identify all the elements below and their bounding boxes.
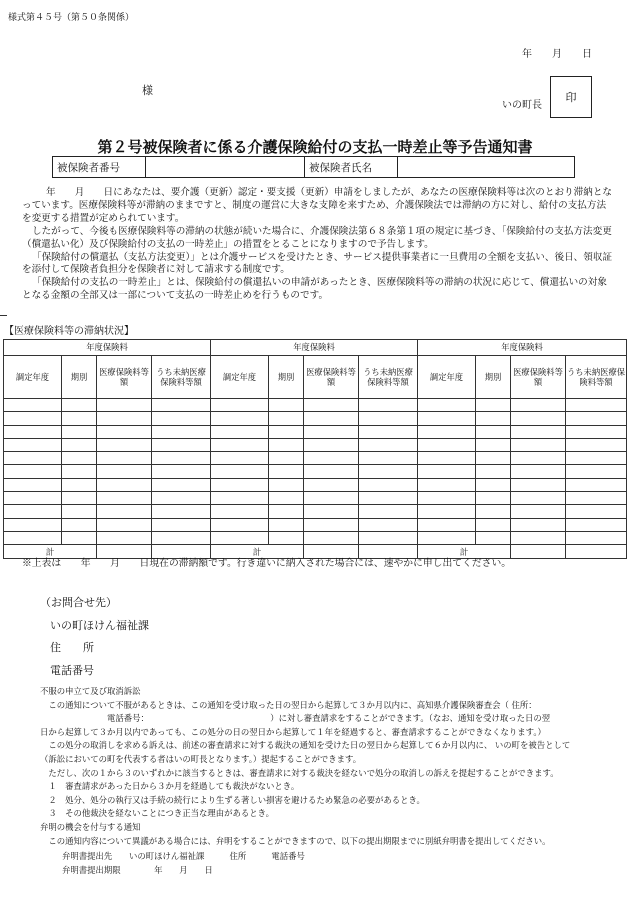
arrears-cell: [97, 465, 152, 478]
arrears-cell: [304, 465, 359, 478]
arrears-cell: [476, 465, 511, 478]
arrears-cell: [97, 452, 152, 465]
arrears-cell: [359, 412, 418, 425]
arrears-cell: [4, 399, 62, 412]
arrears-cell: [97, 478, 152, 491]
arrears-row: [4, 531, 627, 544]
appeal-line: （訴訟においての町を代表する者はいの町長となります。）提起することができます。: [40, 753, 362, 764]
notice-body: [22, 187, 614, 303]
total-label: 計: [4, 545, 97, 559]
arrears-cell: [269, 399, 304, 412]
col-premium-amount: 医療保険料等額: [97, 356, 152, 399]
issuer-name: いの町長: [502, 100, 542, 111]
arrears-cell: [476, 478, 511, 491]
arrears-cell: [4, 465, 62, 478]
col-assessment-year: 調定年度: [4, 356, 62, 399]
document-title: 第２号被保険者に係る介護保険給付の支払一時差止等予告通知書: [97, 138, 533, 156]
year-header-3: 年度保険料: [418, 340, 627, 356]
arrears-cell: [4, 505, 62, 518]
arrears-cell: [152, 478, 211, 491]
arrears-cell: [304, 478, 359, 491]
arrears-row: [4, 399, 627, 412]
arrears-cell: [418, 425, 476, 438]
arrears-cell: [4, 478, 62, 491]
arrears-cell: [269, 492, 304, 505]
arrears-cell: [359, 465, 418, 478]
arrears-cell: [269, 425, 304, 438]
arrears-cell: [511, 531, 566, 544]
arrears-cell: [97, 412, 152, 425]
arrears-cell: [269, 412, 304, 425]
arrears-cell: [511, 505, 566, 518]
arrears-cell: [211, 452, 269, 465]
arrears-cell: [152, 399, 211, 412]
arrears-cell: [62, 478, 97, 491]
arrears-cell: [62, 505, 97, 518]
arrears-cell: [511, 438, 566, 451]
arrears-cell: [152, 452, 211, 465]
arrears-cell: [566, 531, 627, 544]
arrears-cell: [418, 452, 476, 465]
arrears-cell: [211, 531, 269, 544]
arrears-cell: [304, 438, 359, 451]
arrears-cell: [476, 412, 511, 425]
arrears-cell: [566, 425, 627, 438]
appeal-line: ３ その他裁決を経ないことにつき正当な理由があるとき。: [40, 808, 274, 819]
arrears-cell: [304, 492, 359, 505]
arrears-cell: [418, 505, 476, 518]
arrears-row: [4, 518, 627, 531]
arrears-cell: [359, 452, 418, 465]
col-installment: 期別: [269, 356, 304, 399]
arrears-cell: [269, 531, 304, 544]
contact-address-label: 住 所: [50, 641, 94, 654]
insured-number-field[interactable]: [146, 157, 305, 178]
col-premium-amount: 医療保険料等額: [511, 356, 566, 399]
arrears-cell: [269, 505, 304, 518]
arrears-cell: [359, 505, 418, 518]
arrears-row: [4, 478, 627, 491]
arrears-cell: [566, 465, 627, 478]
arrears-cell: [97, 425, 152, 438]
arrears-cell: [211, 465, 269, 478]
arrears-cell: [476, 452, 511, 465]
arrears-cell: [476, 518, 511, 531]
arrears-cell: [418, 465, 476, 478]
arrears-cell: [152, 492, 211, 505]
arrears-cell: [152, 505, 211, 518]
arrears-row: [4, 505, 627, 518]
opinion-deadline: 弁明書提出期限 年 月 日: [62, 864, 213, 875]
contact-phone-label: 電話番号: [50, 663, 94, 677]
col-assessment-year: 調定年度: [418, 356, 476, 399]
insured-number-label: 被保険者番号: [53, 157, 146, 178]
arrears-cell: [476, 438, 511, 451]
arrears-cell: [97, 438, 152, 451]
arrears-cell: [62, 412, 97, 425]
margin-mark: [0, 315, 7, 316]
appeal-line: この通知について不服があるときは、この通知を受け取った日の翌日から起算して３か月以内に、高知県介護保険審査会（ 住所：: [40, 699, 537, 710]
arrears-cell: [211, 412, 269, 425]
arrears-cell: [97, 518, 152, 531]
contact-block: [40, 592, 149, 682]
arrears-cell: [359, 425, 418, 438]
arrears-cell: [418, 492, 476, 505]
arrears-row: [4, 425, 627, 438]
arrears-cell: [211, 478, 269, 491]
arrears-cell: [476, 492, 511, 505]
arrears-cell: [418, 412, 476, 425]
total-label: 計: [211, 545, 304, 559]
col-assessment-year: 調定年度: [211, 356, 269, 399]
arrears-cell: [211, 425, 269, 438]
arrears-cell: [97, 531, 152, 544]
opinion-heading: 弁明の機会を付与する通知: [40, 821, 141, 832]
arrears-cell: [511, 399, 566, 412]
arrears-cell: [97, 399, 152, 412]
arrears-cell: [211, 518, 269, 531]
arrears-cell: [269, 478, 304, 491]
col-unpaid-amount: うち未納医療保険料等額: [566, 356, 627, 399]
opinion-submit-to: 弁明書提出先 いの町ほけん福祉課 住所 電話番号: [62, 851, 305, 862]
arrears-cell: [359, 492, 418, 505]
identity-table: [52, 156, 575, 178]
arrears-cell: [566, 478, 627, 491]
arrears-cell: [511, 412, 566, 425]
arrears-rows: [4, 399, 627, 545]
arrears-cell: [566, 452, 627, 465]
appeal-section: [40, 685, 625, 877]
arrears-cell: [566, 438, 627, 451]
appeal-line: １ 審査請求があった日から３か月を経過しても裁決がないとき。: [40, 781, 300, 792]
arrears-cell: [511, 478, 566, 491]
arrears-cell: [152, 438, 211, 451]
arrears-cell: [566, 399, 627, 412]
arrears-cell: [511, 518, 566, 531]
arrears-cell: [269, 465, 304, 478]
arrears-cell: [304, 531, 359, 544]
seal-box: [550, 76, 592, 118]
seal-label: 印: [565, 91, 577, 104]
arrears-cell: [269, 438, 304, 451]
arrears-cell: [62, 425, 97, 438]
arrears-cell: [476, 425, 511, 438]
opinion-line: この通知内容について異議がある場合には、弁明をすることができますので、以下の提出期限までに別紙弁明書を提出してください。: [40, 835, 551, 846]
total-label: 計: [418, 545, 511, 559]
arrears-cell: [4, 492, 62, 505]
arrears-cell: [476, 531, 511, 544]
arrears-row: [4, 465, 627, 478]
form-number: 様式第４５号（第５０条関係）: [8, 13, 135, 23]
arrears-cell: [62, 399, 97, 412]
arrears-cell: [511, 492, 566, 505]
arrears-cell: [511, 452, 566, 465]
arrears-cell: [511, 465, 566, 478]
arrears-cell: [4, 452, 62, 465]
addressee-suffix: 様: [142, 84, 153, 97]
arrears-cell: [152, 425, 211, 438]
arrears-cell: [152, 518, 211, 531]
arrears-cell: [418, 438, 476, 451]
arrears-cell: [418, 531, 476, 544]
arrears-cell: [211, 505, 269, 518]
arrears-cell: [304, 399, 359, 412]
issue-date: 年 月 日: [522, 49, 592, 60]
appeal-line: ２ 処分、処分の執行又は手続の続行により生ずる著しい損害を避けるため緊急の必要があるとき。: [40, 794, 425, 805]
arrears-cell: [4, 412, 62, 425]
appeal-line: ただし、次の１から３のいずれかに該当するときは、審査請求に対する裁決を経ないで処分の取消しの訴えを提起することができます。: [40, 767, 559, 778]
col-unpaid-amount: うち未納医療保険料等額: [152, 356, 211, 399]
arrears-cell: [304, 518, 359, 531]
arrears-cell: [566, 492, 627, 505]
arrears-cell: [62, 452, 97, 465]
year-header-1: 年度保険料: [4, 340, 211, 356]
col-unpaid-amount: うち未納医療保険料等額: [359, 356, 418, 399]
arrears-cell: [152, 531, 211, 544]
arrears-cell: [359, 518, 418, 531]
insured-name-field[interactable]: [398, 157, 575, 178]
arrears-cell: [211, 399, 269, 412]
contact-department: いの町ほけん福祉課: [50, 618, 149, 632]
arrears-cell: [476, 505, 511, 518]
total-cell: [511, 545, 566, 559]
total-cell: [566, 545, 627, 559]
arrears-cell: [62, 465, 97, 478]
appeal-heading: 不服の申立て及び取消訴訟: [40, 686, 141, 696]
arrears-row: [4, 438, 627, 451]
body-paragraph-1: 年 月 日にあなたは、要介護（更新）認定・要支援（更新）申請をしましたが、あなたの医療保険料等は次のとおり滞納となっています。医療保険料等が滞納のままですと、制度の運営に大きな支障を来すため、介護保険法では滞納の方に対し、給付の支払方法を変更する措置が定められています。: [22, 187, 613, 224]
arrears-cell: [304, 425, 359, 438]
body-paragraph-3: 「保険給付の償還払（支払方法変更）」とは介護サービスを受けたとき、サービス提供事業者に一旦費用の全額を支払い、後日、領収証を添付して保険者負担分を保険者に対して請求する制度です。: [22, 251, 613, 276]
arrears-cell: [62, 438, 97, 451]
arrears-cell: [418, 399, 476, 412]
arrears-cell: [269, 518, 304, 531]
arrears-cell: [269, 452, 304, 465]
insured-name-label: 被保険者氏名: [305, 157, 398, 178]
col-installment: 期別: [476, 356, 511, 399]
arrears-row: [4, 412, 627, 425]
arrears-cell: [566, 505, 627, 518]
arrears-cell: [304, 452, 359, 465]
appeal-line: 電話番号： ）に対し審査請求をすることができます。（なお、通知を受け取った日の翌: [40, 713, 551, 724]
arrears-cell: [359, 438, 418, 451]
appeal-line: この処分の取消しを求める訴えは、前述の審査請求に対する裁決の通知を受けた日の翌日から起算して６か月以内に、 いの町を被告として: [40, 740, 571, 751]
arrears-cell: [304, 412, 359, 425]
arrears-cell: [418, 478, 476, 491]
year-header-2: 年度保険料: [211, 340, 418, 356]
body-paragraph-2: したがって、今後も医療保険料等の滞納の状態が続いた場合に、介護保険法第６８条第１項の規定に基づき、「保険給付の支払方法変更（償還払い化）及び保険給付の支払の一時差止」の措置をとることになりますので予告します。: [22, 225, 612, 250]
arrears-cell: [359, 478, 418, 491]
arrears-cell: [97, 492, 152, 505]
arrears-table-heading: 【医療保険料等の滞納状況】: [4, 326, 134, 337]
arrears-cell: [566, 518, 627, 531]
arrears-cell: [566, 412, 627, 425]
arrears-cell: [62, 492, 97, 505]
arrears-cell: [418, 518, 476, 531]
arrears-cell: [211, 438, 269, 451]
arrears-cell: [4, 438, 62, 451]
arrears-cell: [62, 518, 97, 531]
arrears-cell: [4, 425, 62, 438]
arrears-cell: [4, 531, 62, 544]
arrears-cell: [359, 399, 418, 412]
arrears-cell: [359, 531, 418, 544]
arrears-cell: [476, 399, 511, 412]
arrears-row: [4, 452, 627, 465]
col-premium-amount: 医療保険料等額: [304, 356, 359, 399]
appeal-line: 日から起算して３か月以内であっても、この処分の日の翌日から起算して１年を経過すると、審査請求することができなくなります。）: [40, 726, 546, 737]
arrears-cell: [211, 492, 269, 505]
arrears-cell: [511, 425, 566, 438]
arrears-cell: [304, 505, 359, 518]
arrears-cell: [97, 505, 152, 518]
arrears-cell: [4, 518, 62, 531]
arrears-table: [3, 339, 627, 559]
arrears-cell: [152, 465, 211, 478]
body-paragraph-4: 「保険給付の支払の一時差止」とは、保険給付の償還払いの申請があったとき、医療保険料等の滞納の状況に応じて、償還払いの対象となる金額の全部又は一部について支払の一時差止めを行うものです。: [22, 277, 607, 302]
contact-heading: （お問合せ先）: [40, 596, 117, 609]
arrears-row: [4, 492, 627, 505]
col-installment: 期別: [62, 356, 97, 399]
arrears-cell: [62, 531, 97, 544]
arrears-cell: [152, 412, 211, 425]
table-note: ※上表は 年 月 日現在の滞納額です。行き違いに納入された場合には、速やかに申し出てください。: [22, 558, 512, 569]
